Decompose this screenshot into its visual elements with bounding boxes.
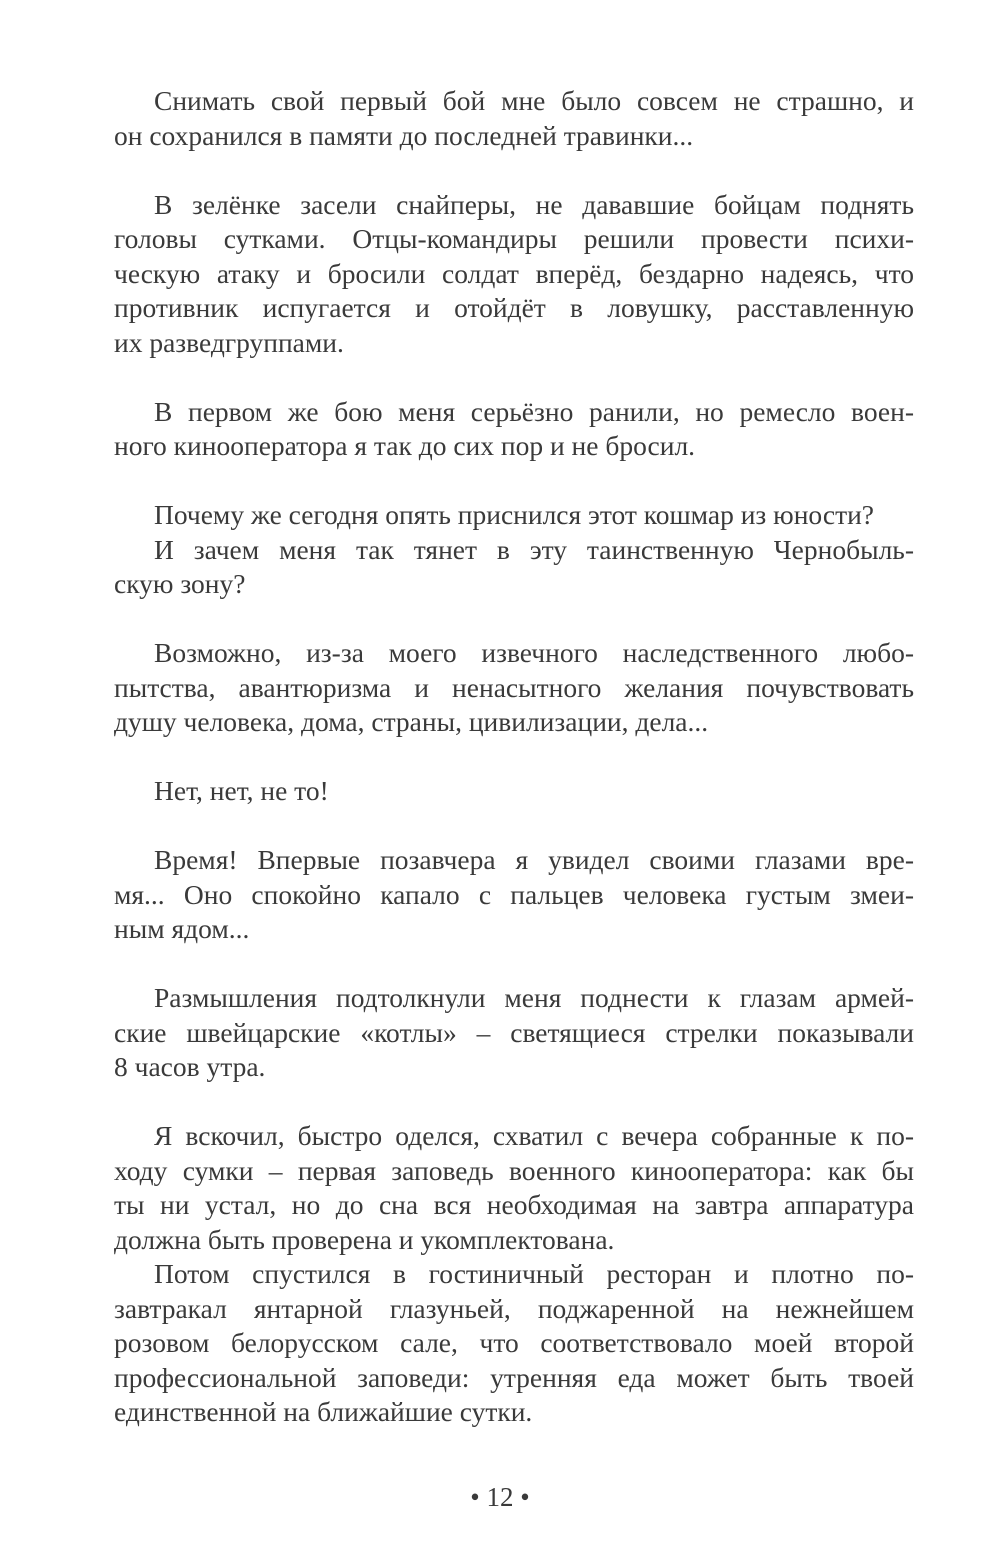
text-line: пытства, авантюризма и ненасытного желания почувствовать: [114, 671, 914, 703]
text-line: Потом спустился в гостиничный ресторан и плотно по-: [154, 1258, 914, 1289]
text-line: ным ядом...: [114, 913, 250, 944]
paragraph: [114, 1257, 914, 1430]
text-line: профессиональной заповеди: утренняя еда может быть твоей: [114, 1361, 914, 1393]
paragraph-gap: [114, 602, 914, 637]
paragraph: [114, 774, 914, 809]
page-body: [114, 84, 914, 1430]
text-line: головы сутками. Отцы-командиры решили провести психи-: [114, 223, 914, 254]
text-line: розовом белорусском сале, что соответствовало моей второй: [114, 1327, 914, 1358]
text-line: Я вскочил, быстро оделся, схватил с вечера собранные к по-: [154, 1120, 914, 1151]
text-line: И зачем меня так тянет в эту таинственную Чернобыль-: [154, 533, 914, 565]
paragraph: [114, 498, 914, 533]
text-line: ходу сумки – первая заповедь военного кинооператора: как бы: [114, 1154, 914, 1186]
text-line: завтракал янтарной глазуньей, поджаренной на нежнейшем: [114, 1292, 914, 1324]
text-line: Почему же сегодня опять приснился этот кошмар из юности?: [154, 499, 875, 530]
paragraph-gap: [114, 809, 914, 844]
text-line: Снимать свой первый бой мне было совсем не страшно, и: [154, 85, 914, 116]
paragraph: [114, 533, 914, 602]
text-line: ческую атаку и бросили солдат вперёд, бездарно надеясь, что: [114, 257, 914, 289]
text-line: Время! Впервые позавчера я увидел своими глазами вре-: [154, 844, 914, 875]
text-line: Возможно, из-за моего извечного наследственного любо-: [154, 637, 914, 668]
text-line: Нет, нет, не то!: [154, 775, 329, 806]
text-line: В зелёнке засели снайперы, не дававшие бойцам поднять: [154, 188, 914, 220]
text-line: противник испугается и отойдёт в ловушку, расставленную: [114, 292, 914, 323]
paragraph-gap: [114, 464, 914, 499]
text-line: ты ни устал, но до сна вся необходимая на завтра аппаратура: [114, 1189, 914, 1220]
paragraph: [114, 395, 914, 464]
paragraph-gap: [114, 153, 914, 188]
paragraph-gap: [114, 360, 914, 395]
paragraph: [114, 636, 914, 740]
paragraph-gap: [114, 947, 914, 982]
text-line: мя... Оно спокойно капало с пальцев человека густым змеи-: [114, 878, 914, 910]
text-line: душу человека, дома, страны, цивилизации, дела...: [114, 706, 709, 737]
text-line: должна быть проверена и укомплектована.: [114, 1223, 615, 1255]
paragraph: [114, 843, 914, 947]
text-line: он сохранился в памяти до последней травинки...: [114, 119, 694, 151]
text-line: ного кинооператора я так до сих пор и не бросил.: [114, 430, 696, 461]
paragraph-gap: [114, 740, 914, 775]
text-line: скую зону?: [114, 568, 246, 599]
paragraph: [114, 981, 914, 1085]
text-line: В первом же бою меня серьёзно ранили, но ремесло воен-: [154, 395, 914, 427]
paragraph: [114, 188, 914, 361]
paragraph-gap: [114, 1085, 914, 1120]
paragraph: [114, 1119, 914, 1257]
text-line: Размышления подтолкнули меня поднести к глазам армей-: [154, 982, 914, 1013]
text-line: 8 часов утра.: [114, 1051, 266, 1082]
text-line: их разведгруппами.: [114, 326, 344, 358]
page-number: • 12 •: [470, 1482, 530, 1512]
paragraph: [114, 84, 914, 153]
text-line: ские швейцарские «котлы» – светящиеся стрелки показывали: [114, 1016, 914, 1048]
text-line: единственной на ближайшие сутки.: [114, 1396, 533, 1427]
